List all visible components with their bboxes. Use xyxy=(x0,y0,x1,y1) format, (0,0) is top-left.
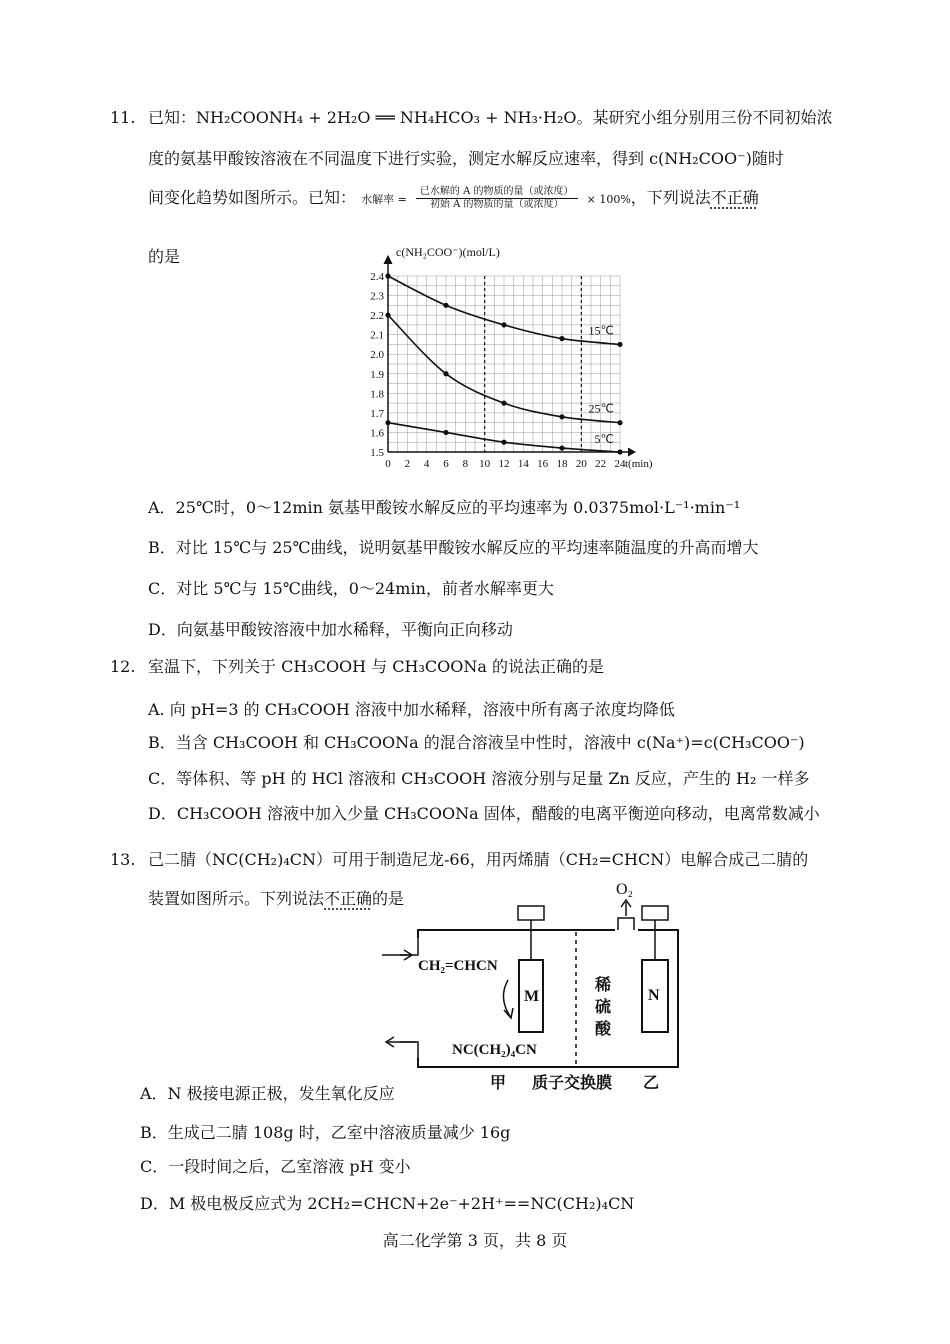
q13-line-2 xyxy=(148,888,404,910)
q12-option-b: B．当含 CH₃COOH 和 CH₃COONa 的混合溶液呈中性时，溶液中 c(Na⁺)=c(CH₃COO⁻) xyxy=(148,733,805,752)
q13-option-a: A．N 极接电源正极，发生氧化反应 xyxy=(140,1084,395,1103)
product-label: NC(CH₂)₄CN xyxy=(452,1042,537,1058)
data-point xyxy=(617,342,622,347)
x-axis-label: t(min) xyxy=(625,458,653,470)
x-axis-arrow xyxy=(628,448,635,456)
x-tick-label: 4 xyxy=(423,458,430,470)
y-tick-label: 2.3 xyxy=(370,290,384,303)
data-point xyxy=(443,371,448,376)
fraction-denominator: 初始 A 的物质的量（或浓度） xyxy=(429,199,564,210)
y-tick-label: 1.5 xyxy=(370,447,384,459)
q11-line-3 xyxy=(148,186,759,211)
q13-option-b: B．生成己二腈 108g 时，乙室中溶液质量减少 16g xyxy=(140,1123,511,1142)
x-tick-label: 22 xyxy=(595,458,607,470)
data-point xyxy=(559,445,564,450)
q11-line-2: 度的氨基甲酸铵溶液在不同温度下进行实验，测定水解反应速率，得到 c(NH₂COO⁻)随时 xyxy=(148,149,784,168)
data-point xyxy=(559,336,564,341)
data-point xyxy=(617,420,622,425)
chart-grid xyxy=(388,276,620,452)
q12-number: 12. xyxy=(110,657,136,676)
series-label: 15℃ xyxy=(588,323,614,338)
terminal-n xyxy=(642,906,668,920)
series-label: 25℃ xyxy=(588,401,614,416)
y-tick-label: 2.4 xyxy=(370,271,384,283)
electrode-n-label: N xyxy=(648,987,660,1004)
hydrolysis-rate-fraction xyxy=(416,186,578,211)
x-tick-label: 12 xyxy=(498,458,510,470)
concentration-time-chart xyxy=(350,240,695,480)
y-tick-label: 2.2 xyxy=(370,310,384,323)
hydrolysis-rate-suffix: × 100% xyxy=(586,193,631,206)
data-point xyxy=(443,430,448,435)
x-tick-label: 2 xyxy=(404,458,411,470)
data-point xyxy=(501,440,506,445)
data-point xyxy=(559,414,564,419)
x-tick-label: 18 xyxy=(556,458,568,470)
hydrolysis-rate-label: 水解率 = xyxy=(361,193,407,206)
q12-option-a: A. 向 pH=3 的 CH₃COOH 溶液中加水稀释，溶液中所有离子浓度均降低 xyxy=(148,700,675,719)
data-point xyxy=(501,401,506,406)
data-point xyxy=(385,313,390,318)
q11-option-c: C．对比 5℃与 15℃曲线，0～24min，前者水解率更大 xyxy=(148,579,554,598)
y-tick-label: 1.8 xyxy=(370,388,384,401)
q13-option-c: C．一段时间之后，乙室溶液 pH 变小 xyxy=(140,1157,411,1176)
q13-emphasis: 不正确 xyxy=(324,889,373,908)
y-tick-label: 1.9 xyxy=(370,368,384,381)
data-point xyxy=(385,420,390,425)
x-tick-label: 10 xyxy=(479,458,491,470)
chamber-left-label: 甲 xyxy=(490,1075,507,1092)
q13-line-2-suffix: 的是 xyxy=(372,889,405,908)
electrode-m-label: M xyxy=(524,988,540,1005)
chamber-right-label: 乙 xyxy=(643,1075,660,1092)
q11-option-a: A．25℃时，0～12min 氨基甲酸铵水解反应的平均速率为 0.0375mol·L⁻¹·min⁻¹ xyxy=(148,498,741,517)
data-point xyxy=(617,449,622,454)
q13-option-d: D．M 极电极反应式为 2CH₂=CHCN+2e⁻+2H⁺==NC(CH₂)₄CN xyxy=(140,1194,635,1213)
acid-char-1: 稀 xyxy=(595,977,612,994)
electrolysis-diagram xyxy=(380,880,700,1095)
q11-emphasis: 不正确 xyxy=(710,188,759,207)
data-point xyxy=(501,322,506,327)
x-tick-label: 16 xyxy=(537,458,549,470)
q11-option-d: D．向氨基甲酸铵溶液中加水稀释，平衡向正向移动 xyxy=(148,620,513,639)
terminal-m xyxy=(518,906,544,920)
y-axis-label: c(NH₂COO⁻)(mol/L) xyxy=(396,245,500,259)
x-tick-label: 20 xyxy=(575,458,587,470)
fraction-numerator: 已水解的 A 的物质的量（或浓度） xyxy=(416,186,578,199)
outlet-pipe xyxy=(400,1042,418,1058)
y-tick-label: 2.1 xyxy=(370,329,384,342)
q13-line-2-prefix: 装置如图所示。下列说法 xyxy=(148,889,325,908)
membrane-label: 质子交换膜 xyxy=(532,1075,613,1092)
q11-line-3-suffix: ，下列说法 xyxy=(630,188,711,207)
page-footer: 高二化学第 3 页，共 8 页 xyxy=(382,1231,568,1250)
q12-stem-line xyxy=(110,656,604,678)
q11-number: 11. xyxy=(110,108,136,127)
data-point xyxy=(443,303,448,308)
q13-text-1: 己二腈（NC(CH₂)₄CN）可用于制造尼龙-66，用丙烯腈（CH₂=CHCN）电解合成己二腈的 xyxy=(148,850,809,869)
y-tick-label: 1.6 xyxy=(370,427,384,440)
y-tick-label: 1.7 xyxy=(370,407,384,420)
reactant-label: CH₂=CHCN xyxy=(418,958,498,974)
q11-text-1: 已知：NH₂COONH₄ + 2H₂O ══ NH₄HCO₃ + NH₃·H₂O。某研究小组分别用三份不同初始浓 xyxy=(148,108,833,127)
q11-line-4: 的是 xyxy=(148,247,181,266)
y-axis-arrow xyxy=(384,256,392,264)
q11-line-3-prefix: 间变化趋势如图所示。已知： xyxy=(148,188,357,207)
q12-stem: 室温下，下列关于 CH₃COOH 与 CH₃COONa 的说法正确的是 xyxy=(148,657,605,676)
acid-char-3: 酸 xyxy=(595,1021,612,1038)
x-tick-label: 0 xyxy=(385,458,391,470)
o2-label: O₂ xyxy=(616,881,634,898)
acid-char-2: 硫 xyxy=(595,999,612,1016)
q12-option-c: C．等体积、等 pH 的 HCl 溶液和 CH₃COOH 溶液分别与足量 Zn 反应，产生的 H₂ 一样多 xyxy=(148,769,810,788)
q13-number: 13. xyxy=(110,850,136,869)
x-tick-label: 8 xyxy=(462,458,469,470)
x-tick-label: 24 xyxy=(614,458,626,470)
x-tick-label: 6 xyxy=(443,458,449,470)
y-tick-label: 2.0 xyxy=(370,349,384,362)
q13-line-1 xyxy=(110,849,808,871)
x-tick-label: 14 xyxy=(517,458,529,470)
q12-option-d: D．CH₃COOH 溶液中加入少量 CH₃COONa 固体，醋酸的电离平衡逆向移动，电离常数减小 xyxy=(148,804,820,823)
data-point xyxy=(385,273,390,278)
q11-line-1 xyxy=(110,107,833,129)
q11-option-b: B．对比 15℃与 25℃曲线，说明氨基甲酸铵水解反应的平均速率随温度的升高而增大 xyxy=(148,538,759,557)
series-label: 5℃ xyxy=(594,432,614,446)
o2-vent xyxy=(618,918,634,930)
